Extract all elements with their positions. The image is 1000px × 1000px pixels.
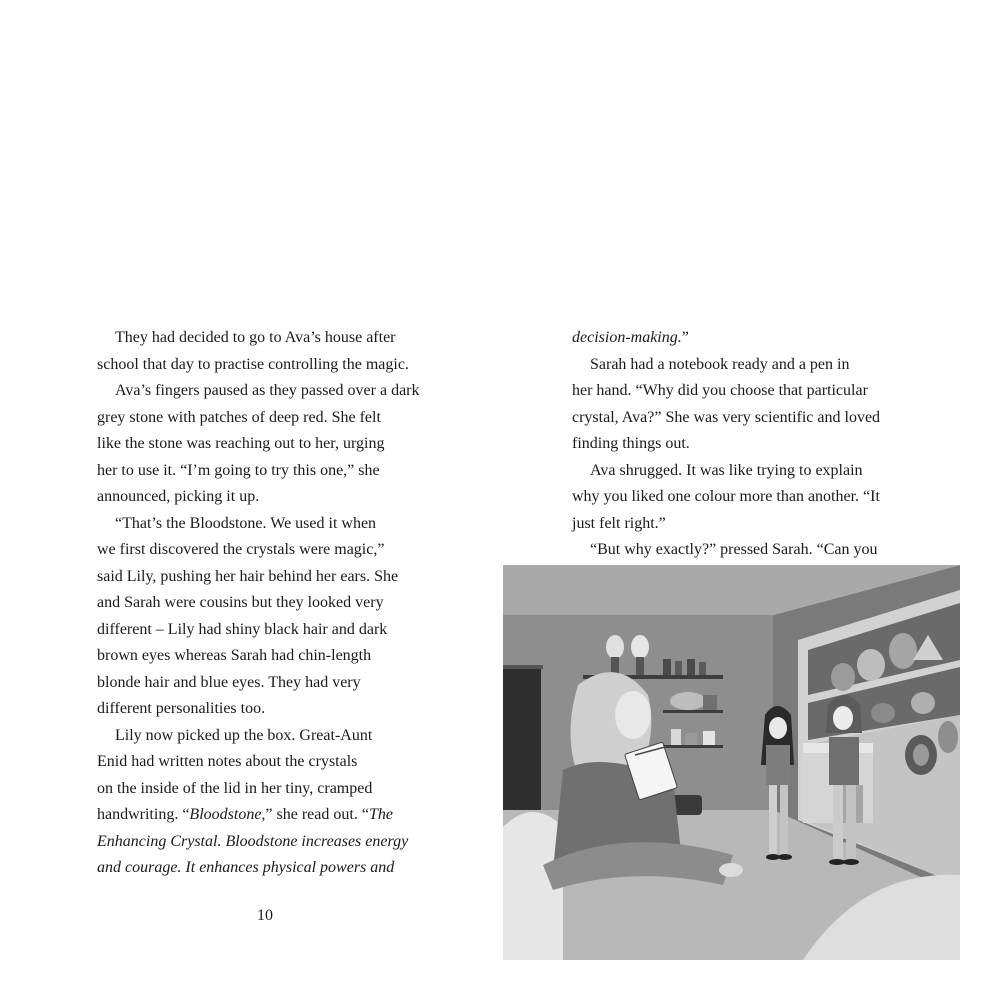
text-line: Lily now picked up the box. Great-Aunt bbox=[115, 726, 373, 744]
text-line: Ava’s fingers paused as they passed over a dark bbox=[115, 382, 420, 399]
text-fragment: ” bbox=[681, 329, 689, 346]
left-text-column bbox=[97, 325, 442, 882]
illustration bbox=[503, 565, 960, 960]
text-line: They had decided to go to Ava’s house after bbox=[115, 329, 396, 346]
text-line: just felt right.” bbox=[572, 514, 666, 532]
text-line: finding things out. bbox=[572, 435, 690, 452]
italic-text-line: Enhancing Crystal. Bloodstone increases energy bbox=[97, 832, 409, 850]
text-line: announced, picking it up. bbox=[97, 488, 260, 505]
text-line: her hand. “Why did you choose that particular bbox=[572, 382, 868, 399]
text-line: different personalities too. bbox=[97, 700, 266, 717]
text-line: grey stone with patches of deep red. She felt bbox=[97, 408, 381, 426]
text-line: why you liked one colour more than another. “It bbox=[572, 488, 880, 505]
text-line: on the inside of the lid in her tiny, cramped bbox=[97, 779, 373, 797]
doorway bbox=[503, 665, 541, 810]
text-line: we first discovered the crystals were magic,” bbox=[97, 541, 385, 558]
text-line: different – Lily had shiny black hair and dark bbox=[97, 620, 388, 638]
text-line: crystal, Ava?” She was very scientific and loved bbox=[572, 408, 881, 426]
text-line: “That’s the Bloodstone. We used it when bbox=[115, 514, 377, 532]
italic-text-line: and courage. It enhances physical powers and bbox=[97, 859, 395, 876]
text-fragment: ” she read out. “ bbox=[265, 806, 369, 823]
page-number: 10 bbox=[257, 907, 273, 924]
italic-fragment: Bloodstone, bbox=[189, 806, 266, 823]
text-line: Sarah had a notebook ready and a pen in bbox=[590, 355, 850, 373]
text-line: her to use it. “I’m going to try this one,” she bbox=[97, 461, 380, 479]
text-line: Ava shrugged. It was like trying to explain bbox=[590, 461, 863, 479]
italic-fragment: The bbox=[368, 806, 393, 823]
text-line: like the stone was reaching out to her, urging bbox=[97, 435, 385, 452]
text-line: school that day to practise controlling the magic. bbox=[97, 355, 409, 373]
right-text-column bbox=[572, 325, 917, 590]
text-line: brown eyes whereas Sarah had chin-length bbox=[97, 647, 372, 664]
room-scene-illustration bbox=[503, 565, 960, 960]
text-line bbox=[97, 802, 442, 829]
text-line bbox=[572, 325, 917, 352]
text-fragment: handwriting. “ bbox=[97, 806, 190, 823]
text-line: “But why exactly?” pressed Sarah. “Can you bbox=[590, 541, 878, 558]
text-line: said Lily, pushing her hair behind her ears. She bbox=[97, 567, 399, 585]
text-line: blonde hair and blue eyes. They had very bbox=[97, 673, 361, 691]
text-line: Enid had written notes about the crystals bbox=[97, 753, 358, 770]
italic-fragment: decision-making. bbox=[572, 329, 682, 346]
text-line: and Sarah were cousins but they looked very bbox=[97, 594, 384, 611]
